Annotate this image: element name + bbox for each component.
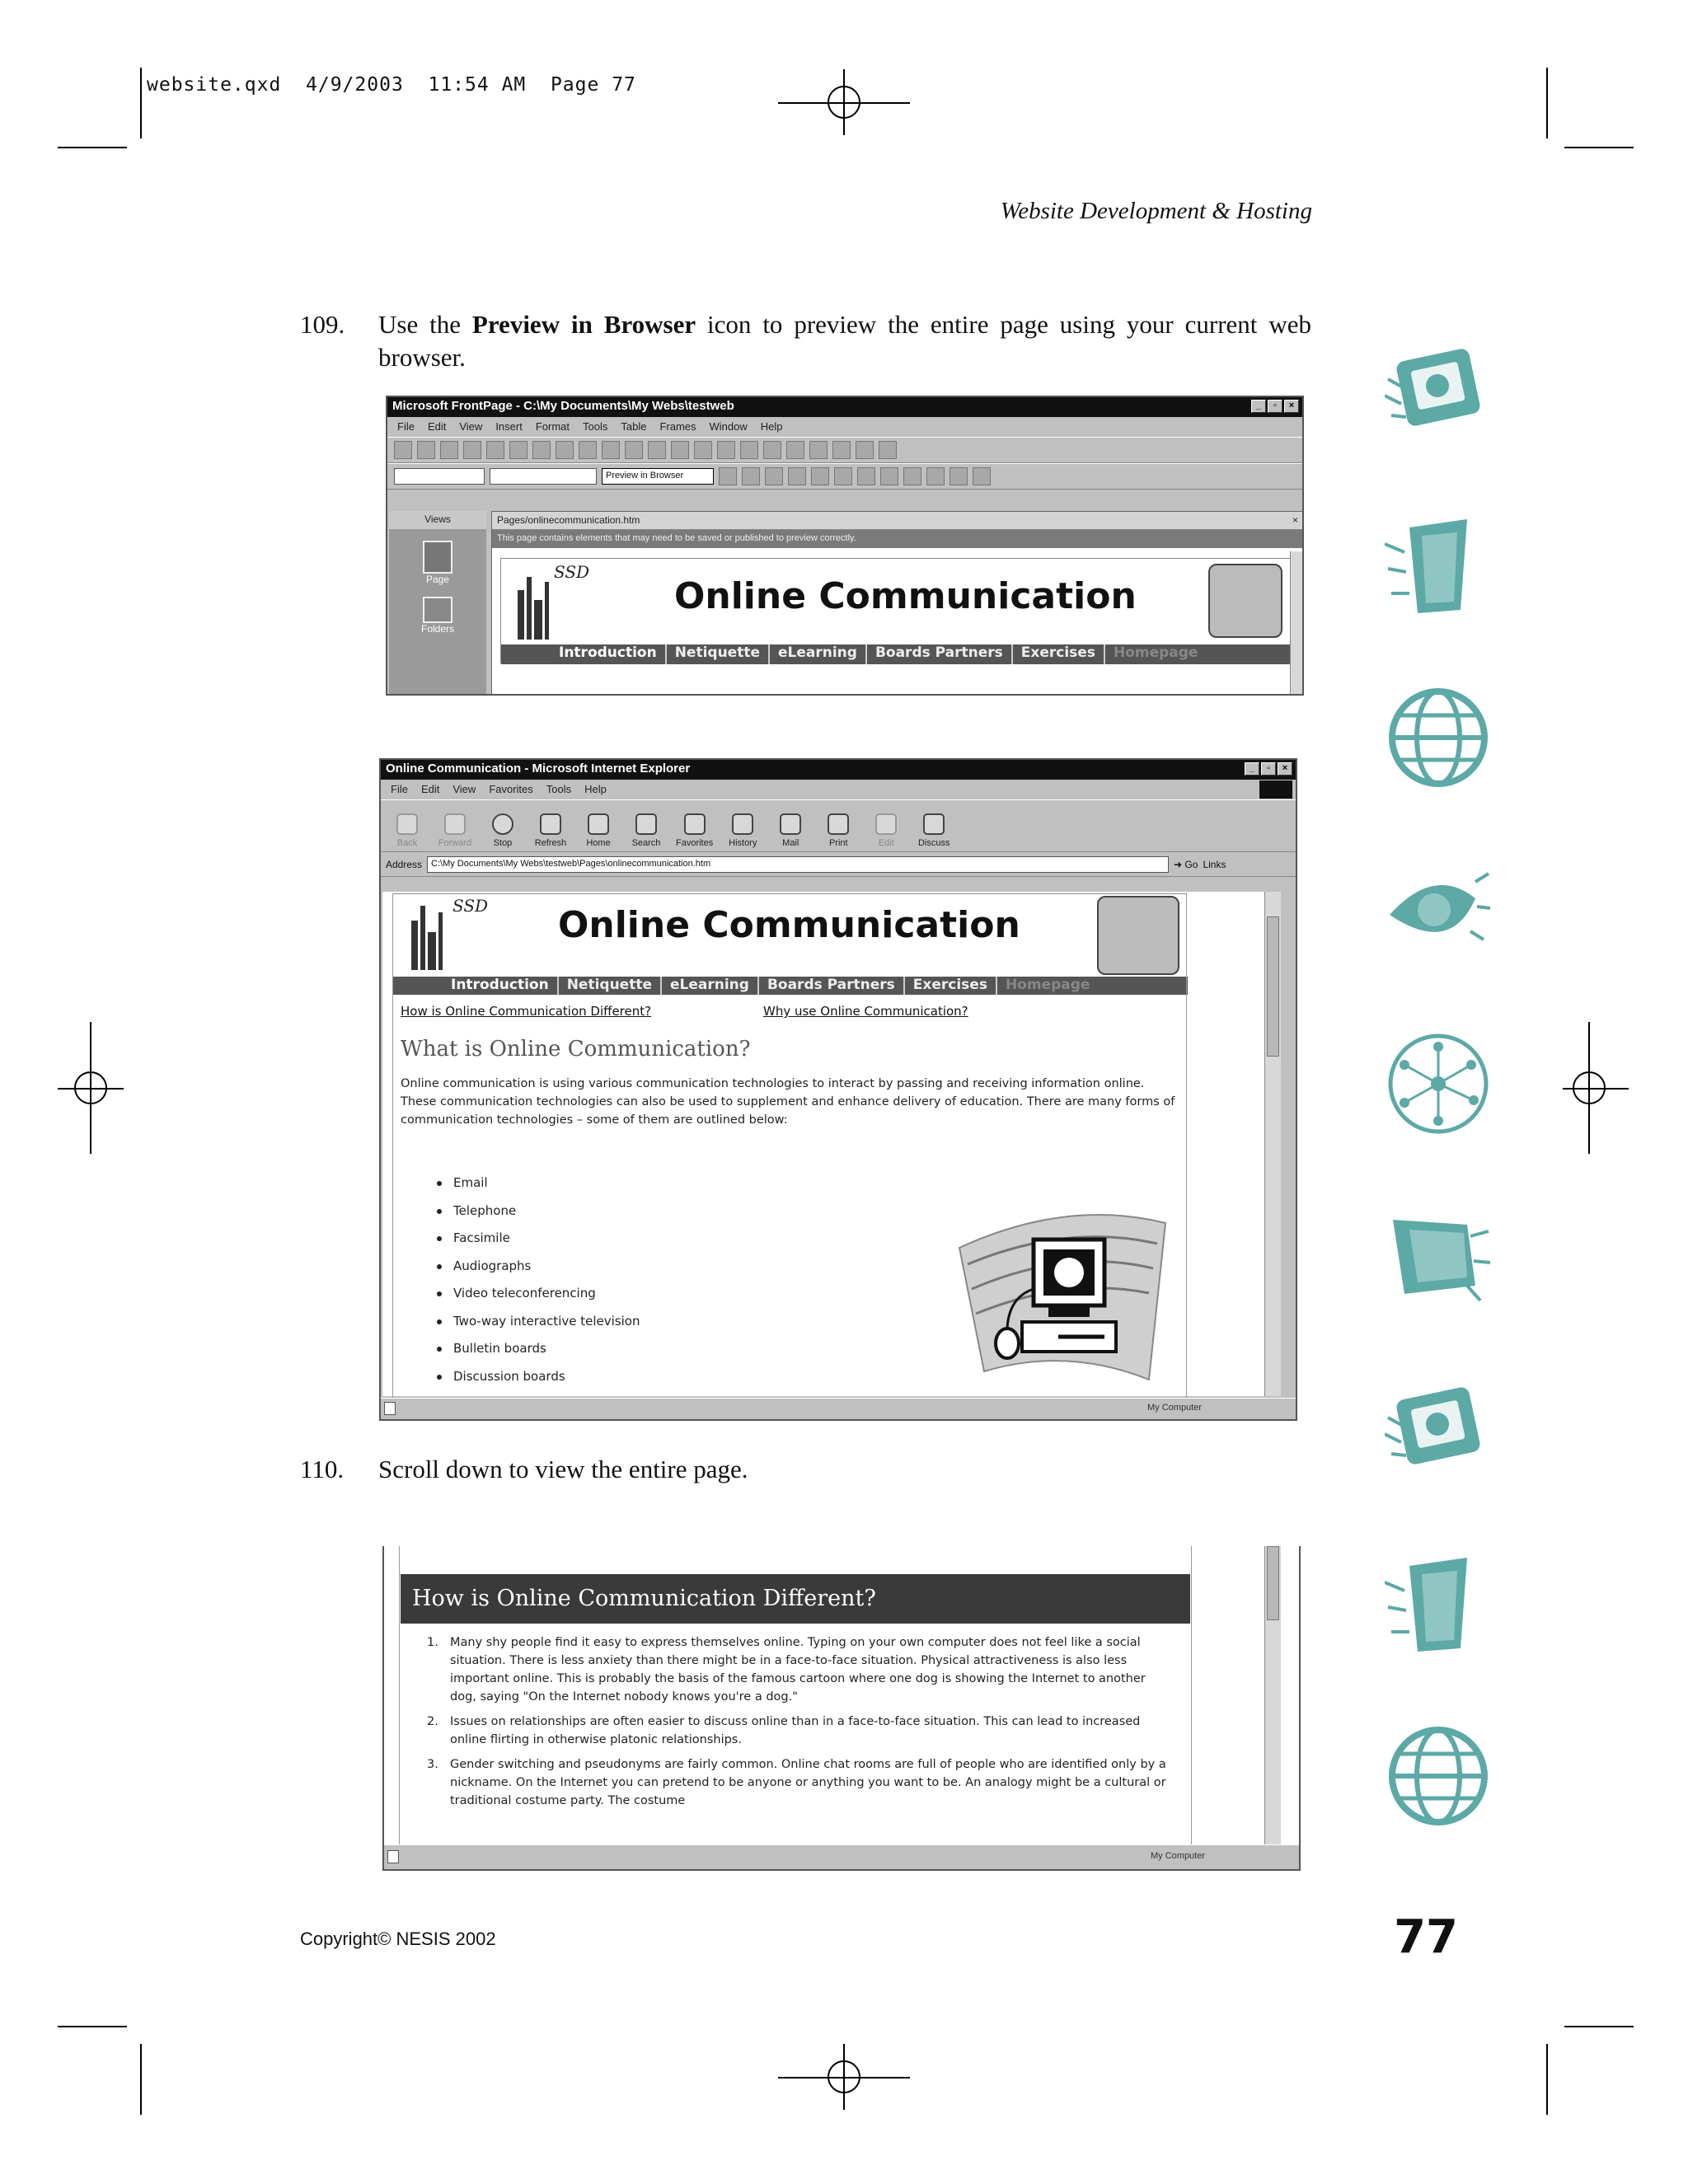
- running-head: Website Development & Hosting: [1000, 198, 1312, 224]
- nav-boards-partners[interactable]: Boards Partners: [759, 977, 905, 995]
- folder-icon: [1385, 1203, 1492, 1310]
- preview-info-bar: This page contains elements that may need to be saved or published to preview correctly.: [492, 530, 1303, 548]
- help-icon[interactable]: [879, 441, 897, 459]
- formatting-toolbar: [387, 463, 1302, 490]
- favorites-button[interactable]: Favorites: [676, 813, 713, 848]
- africa-globe-icon: [1208, 564, 1282, 638]
- site-title: Online Communication: [674, 575, 1137, 617]
- menu-help[interactable]: Help: [584, 783, 607, 795]
- page-pane: [491, 511, 1304, 696]
- menu-help[interactable]: Help: [760, 420, 783, 433]
- favorites-icon: [684, 813, 706, 835]
- address-label: Address: [386, 858, 423, 870]
- menu-tools[interactable]: Tools: [546, 783, 572, 795]
- list-item: Video teleconferencing: [432, 1286, 640, 1314]
- list-item: Email: [432, 1175, 640, 1203]
- registration-mark: [90, 1022, 91, 1154]
- underline-icon[interactable]: [765, 467, 783, 485]
- bullets-icon[interactable]: [880, 467, 898, 485]
- list-item: 1. Many shy people find it easy to express themselves online. Typing on your own computer does not feel like a social situation. There is less anxiety than there might be in a face-to-face situation. Physical attractiveness is also less important online. This is probably the basis of the famous cartoon where one dog is showing the Internet to another dog, saying "On the Internet nobody knows you're a dog.": [427, 1636, 1146, 1704]
- menu-view[interactable]: View: [452, 783, 476, 795]
- format-painter-icon[interactable]: [648, 441, 666, 459]
- site-banner: [500, 558, 1292, 663]
- menu-table[interactable]: Table: [621, 420, 647, 433]
- section-heading: What is Online Communication?: [401, 1037, 751, 1062]
- difference-heading: How is Online Communication Different?: [401, 1574, 1190, 1624]
- font-color-icon[interactable]: [973, 467, 991, 485]
- frontpage-titlebar: Microsoft FrontPage - C:\My Documents\My Webs\testweb _ ▫ ×: [387, 397, 1302, 417]
- views-label: Views: [389, 511, 486, 529]
- forward-button[interactable]: Forward: [437, 813, 473, 848]
- page-tab: Pages/onlinecommunication.htm ×: [492, 512, 1303, 530]
- preview-tooltip: Preview in Browser: [602, 468, 714, 485]
- menu-frames[interactable]: Frames: [659, 420, 696, 433]
- discuss-icon: [923, 813, 945, 835]
- numbering-icon[interactable]: [857, 467, 875, 485]
- align-left-icon[interactable]: [788, 467, 806, 485]
- globe-icon: [1385, 684, 1492, 791]
- crop-mark: [140, 2044, 142, 2115]
- nav-introduction[interactable]: Introduction: [443, 977, 559, 995]
- page-scrollbar[interactable]: [1264, 892, 1281, 1396]
- cut-icon[interactable]: [579, 441, 597, 459]
- ie-menubar: [381, 780, 1296, 799]
- tower-icon: [1385, 1549, 1492, 1657]
- home-button[interactable]: Home: [580, 813, 617, 848]
- new-page-icon[interactable]: [394, 441, 412, 459]
- scrollbar-thumb[interactable]: [1267, 916, 1279, 1057]
- menu-edit[interactable]: Edit: [427, 420, 447, 433]
- browser-viewport: [382, 892, 1281, 1396]
- step-text: Scroll down to view the entire page.: [378, 1455, 748, 1483]
- nav-exercises[interactable]: Exercises: [1013, 644, 1105, 664]
- stop-icon[interactable]: [832, 441, 851, 459]
- scrollbar-thumb[interactable]: [1267, 1546, 1279, 1620]
- menu-file[interactable]: File: [391, 783, 408, 795]
- registration-mark: [1563, 1088, 1629, 1090]
- highlight-icon[interactable]: [950, 467, 968, 485]
- edit-button[interactable]: Edit: [868, 813, 904, 848]
- crop-mark: [1564, 147, 1634, 148]
- show-all-icon[interactable]: [856, 441, 874, 459]
- page-number: 77: [1394, 1910, 1458, 1964]
- close-button[interactable]: ×: [1278, 762, 1292, 776]
- redo-icon[interactable]: [694, 441, 712, 459]
- go-button[interactable]: ➜ Go: [1174, 858, 1198, 870]
- link-why-use[interactable]: Why use Online Communication?: [763, 1004, 968, 1019]
- crop-mark: [1546, 68, 1548, 138]
- history-button[interactable]: History: [724, 813, 761, 848]
- crop-mark: [58, 2026, 127, 2027]
- paste-icon[interactable]: [625, 441, 643, 459]
- standard-toolbar: [387, 437, 1302, 463]
- insert-table-icon[interactable]: [740, 441, 758, 459]
- list-item: Two-way interactive television: [432, 1314, 640, 1342]
- ie-titlebar: Online Communication - Microsoft Internet Explorer _ ▫ ×: [381, 760, 1296, 780]
- link-how-different[interactable]: How is Online Communication Different?: [401, 1004, 652, 1019]
- nav-exercises[interactable]: Exercises: [905, 977, 997, 995]
- network-icon: [1385, 1030, 1492, 1137]
- open-icon[interactable]: [417, 441, 435, 459]
- difference-list: [417, 1633, 1175, 1816]
- logo-text: SSD: [554, 562, 590, 582]
- align-center-icon[interactable]: [811, 467, 829, 485]
- menu-file[interactable]: File: [397, 420, 415, 433]
- ie-screenshot: [379, 758, 1297, 1421]
- scrolled-screenshot: [382, 1546, 1301, 1871]
- globe-icon: [1385, 1722, 1492, 1830]
- site-nav: [501, 644, 1292, 664]
- eye-icon: [1385, 857, 1492, 964]
- copyright: Copyright© NESIS 2002: [300, 1929, 496, 1949]
- preview-in-browser-icon[interactable]: [532, 441, 551, 459]
- view-page[interactable]: Page: [389, 541, 486, 585]
- insert-component-icon[interactable]: [717, 441, 735, 459]
- font-dropdown[interactable]: [490, 468, 597, 485]
- menu-format[interactable]: Format: [535, 420, 570, 433]
- print-button[interactable]: Print: [820, 813, 856, 848]
- step-number: 109.: [300, 310, 345, 339]
- registration-mark: [843, 2044, 845, 2110]
- step-text: Use the Preview in Browser icon to preview the entire page using your current web browser.: [378, 310, 1311, 372]
- italic-icon[interactable]: [742, 467, 760, 485]
- computer-clipart-icon: [951, 1198, 1174, 1393]
- printer-slug: website.qxd 4/9/2003 11:54 AM Page 77: [147, 74, 636, 96]
- search-button[interactable]: Search: [628, 813, 664, 848]
- menu-window[interactable]: Window: [709, 420, 748, 433]
- status-bar: [384, 1844, 1301, 1869]
- mail-button[interactable]: Mail: [772, 813, 809, 848]
- list-item: Bulletin boards: [432, 1341, 640, 1369]
- mail-icon: [780, 813, 801, 835]
- browser-viewport: [384, 1546, 1281, 1844]
- crop-mark: [140, 68, 142, 138]
- insert-picture-icon[interactable]: [763, 441, 781, 459]
- folders-view-icon: [423, 597, 452, 623]
- list-item: Telephone: [432, 1203, 640, 1231]
- stop-button[interactable]: Stop: [485, 813, 521, 848]
- history-icon: [732, 813, 753, 835]
- refresh-icon[interactable]: [809, 441, 828, 459]
- nav-homepage[interactable]: Homepage: [1113, 644, 1198, 661]
- folder-list-icon[interactable]: [486, 441, 504, 459]
- decrease-indent-icon[interactable]: [903, 467, 921, 485]
- page-view-icon: [423, 541, 452, 574]
- frontpage-menubar: [387, 417, 1302, 437]
- menu-tools[interactable]: Tools: [583, 420, 608, 433]
- edit-icon: [875, 813, 897, 835]
- ssd-logo: [518, 574, 549, 640]
- back-arrow-icon: [396, 813, 418, 835]
- minimize-button[interactable]: _: [1245, 762, 1259, 776]
- nav-netiquette[interactable]: Netiquette: [667, 644, 770, 664]
- windows-logo-icon: [1259, 780, 1292, 799]
- list-item: Facsimile: [432, 1230, 640, 1258]
- intro-paragraph: Online communication is using various communication technologies to interact by passing and receiving information online. These communication technologies can also be used to supplement and enhance delivery of education. There are many forms of communication technologies – some of them are outlined below:: [401, 1077, 1175, 1127]
- ie-toolbar: [381, 799, 1296, 852]
- zone-label: My Computer: [1151, 1851, 1206, 1861]
- refresh-icon: [540, 813, 561, 835]
- search-icon: [635, 813, 657, 835]
- forward-arrow-icon: [444, 813, 466, 835]
- copy-icon[interactable]: [602, 441, 620, 459]
- close-pane-icon[interactable]: ×: [1292, 514, 1298, 526]
- maximize-button[interactable]: ▫: [1261, 762, 1276, 776]
- list-item: Audiographs: [432, 1258, 640, 1286]
- align-right-icon[interactable]: [834, 467, 852, 485]
- page-status-icon: [387, 1850, 399, 1863]
- page-scrollbar[interactable]: [1264, 1546, 1281, 1844]
- address-bar: [381, 852, 1296, 877]
- back-button[interactable]: Back: [389, 813, 425, 848]
- view-folders[interactable]: Folders: [389, 597, 486, 635]
- crop-mark: [1546, 2044, 1548, 2115]
- frontpage-screenshot: [386, 396, 1304, 696]
- menu-favorites[interactable]: Favorites: [489, 783, 533, 795]
- list-item: 2. Issues on relationships are often easier to discuss online than in a face-to-face situation. This can lead to increased online flirting in otherwise platonic relationships.: [427, 1715, 1141, 1746]
- stop-icon: [492, 813, 513, 835]
- list-item: 3. Gender switching and pseudonyms are fairly common. Online chat rooms are full of people who are identified only by a nickname. On the Internet you can pretend to be anyone or anything you want to be. An analogy might be a cultural or traditional costume party. The costume: [427, 1758, 1166, 1807]
- step-number: 110.: [300, 1455, 345, 1483]
- nav-introduction[interactable]: Introduction: [551, 644, 667, 664]
- address-input[interactable]: C:\My Documents\My Webs\testweb\Pages\onlinecommunication.htm: [427, 856, 1169, 873]
- spelling-icon[interactable]: [556, 441, 574, 459]
- printer-icon: [828, 813, 849, 835]
- undo-icon[interactable]: [671, 441, 689, 459]
- registration-mark: [843, 69, 845, 135]
- crop-mark: [1564, 2026, 1634, 2027]
- nav-elearning[interactable]: eLearning: [662, 977, 759, 995]
- menu-edit[interactable]: Edit: [420, 783, 440, 795]
- nav-homepage[interactable]: Homepage: [1005, 977, 1090, 993]
- print-icon[interactable]: [509, 441, 528, 459]
- style-dropdown[interactable]: [394, 468, 485, 485]
- nav-boards-partners[interactable]: Boards Partners: [867, 644, 1013, 664]
- discuss-button[interactable]: Discuss: [916, 813, 952, 848]
- page-status-icon: [384, 1402, 396, 1415]
- computer-icon: [1385, 1376, 1492, 1483]
- minimize-button[interactable]: _: [1251, 400, 1266, 413]
- nav-netiquette[interactable]: Netiquette: [559, 977, 662, 995]
- save-icon[interactable]: [440, 441, 458, 459]
- increase-indent-icon[interactable]: [926, 467, 945, 485]
- crop-mark: [58, 147, 127, 148]
- registration-mark: [1588, 1022, 1590, 1154]
- page-scrollbar[interactable]: [1290, 551, 1303, 696]
- computer-icon: [1385, 338, 1492, 445]
- status-bar: [381, 1398, 1297, 1419]
- tower-icon: [1385, 511, 1492, 618]
- maximize-button[interactable]: ▫: [1268, 400, 1282, 413]
- hyperlink-icon[interactable]: [786, 441, 804, 459]
- publish-icon[interactable]: [463, 441, 481, 459]
- views-bar: [389, 511, 486, 696]
- links-button[interactable]: Links: [1203, 858, 1226, 870]
- site-title: Online Communication: [558, 904, 1020, 946]
- nav-elearning[interactable]: eLearning: [770, 644, 867, 664]
- communication-list: [432, 1175, 640, 1396]
- logo-text: SSD: [452, 896, 489, 916]
- menu-insert[interactable]: Insert: [495, 420, 523, 433]
- home-icon: [588, 813, 609, 835]
- list-item: Discussion boards: [432, 1369, 640, 1397]
- bold-icon[interactable]: [719, 467, 737, 485]
- refresh-button[interactable]: Refresh: [532, 813, 569, 848]
- menu-view[interactable]: View: [459, 420, 483, 433]
- zone-label: My Computer: [1147, 1403, 1203, 1413]
- close-button[interactable]: ×: [1284, 400, 1299, 413]
